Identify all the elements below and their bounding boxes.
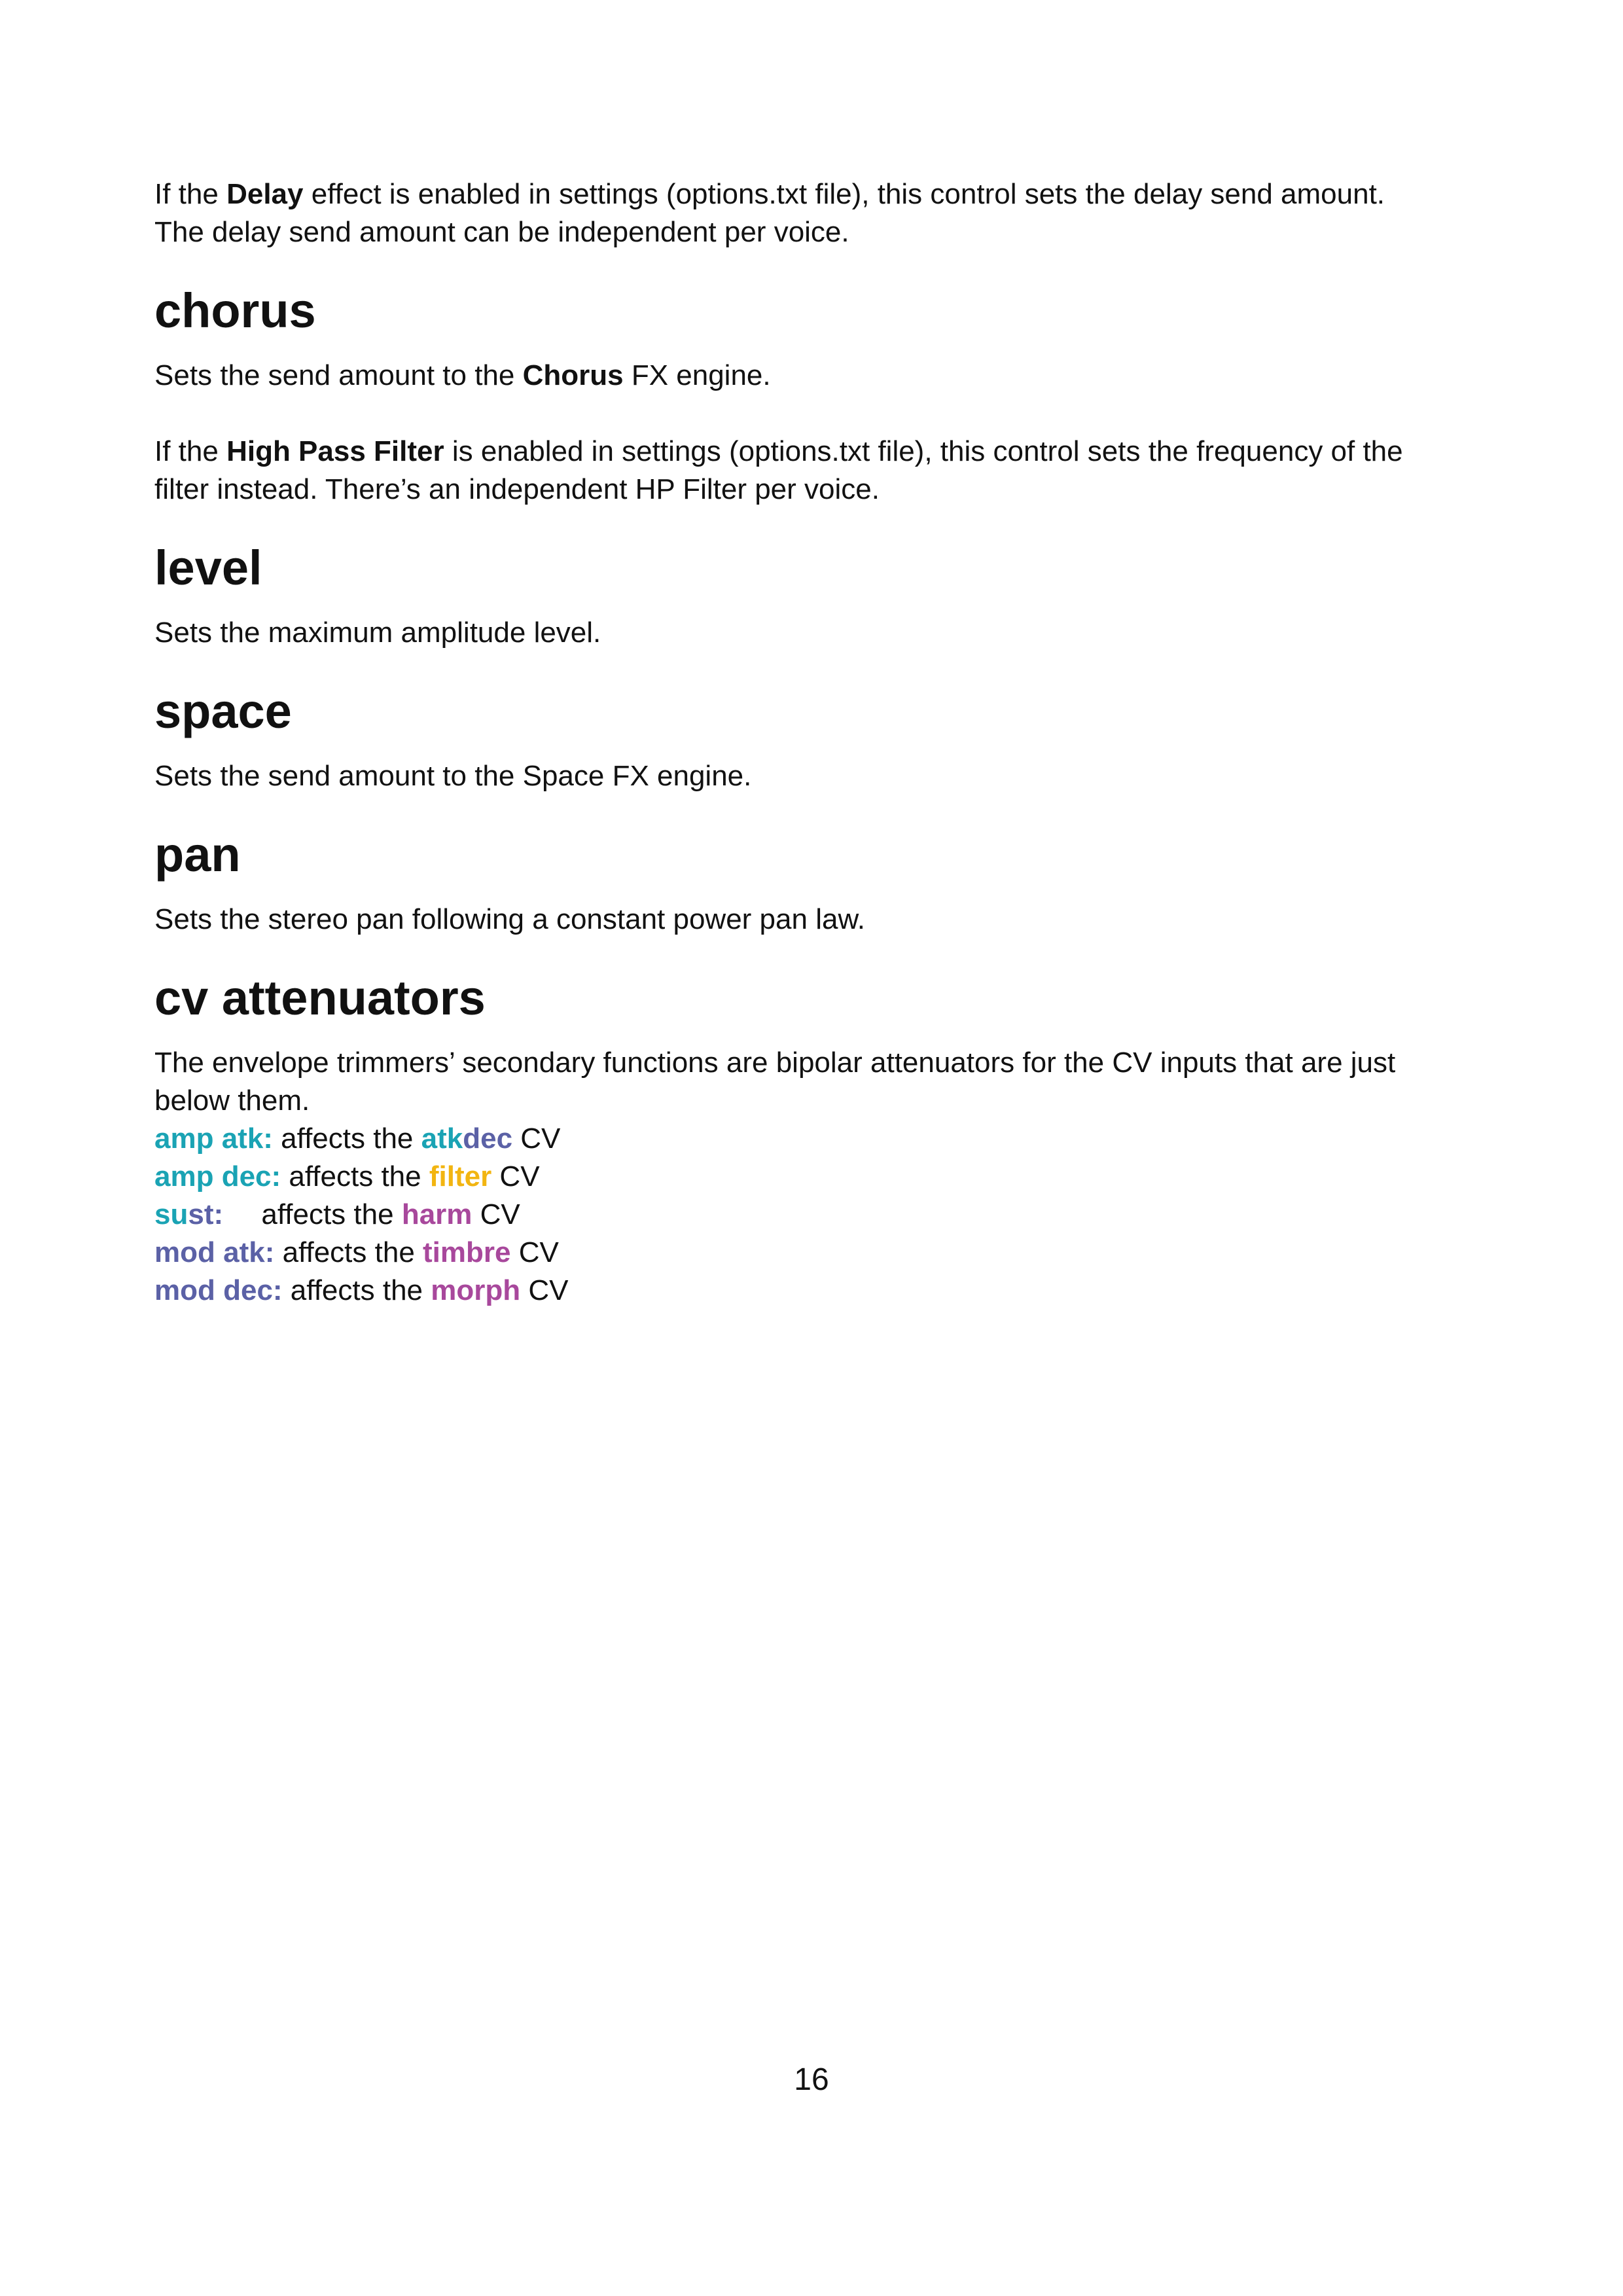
cv-item-label: mod atk: xyxy=(154,1236,275,1269)
cv-item-mod-atk xyxy=(154,1234,1470,1272)
text: affects the xyxy=(253,1198,402,1231)
heading-cv-attenuators: cv attenuators xyxy=(154,971,486,1026)
cv-item-label: amp atk: xyxy=(154,1122,273,1155)
heading-chorus: chorus xyxy=(154,283,316,338)
text: The delay send amount can be independent per voice. xyxy=(154,216,849,248)
cv-item-amp-dec xyxy=(154,1158,1470,1196)
page-number: 16 xyxy=(794,2062,829,2097)
delay-paragraph xyxy=(154,175,1470,251)
heading-level: level xyxy=(154,541,262,596)
cv-target-harm: harm xyxy=(401,1198,473,1231)
level-paragraph: Sets the maximum amplitude level. xyxy=(154,617,601,649)
cv-item-label: su xyxy=(154,1198,188,1231)
cv-target-filter: filter xyxy=(429,1160,492,1193)
cv-item-label: amp dec: xyxy=(154,1160,281,1193)
chorus-term: Chorus xyxy=(522,359,624,392)
cv-target-timbre: timbre xyxy=(423,1236,511,1269)
text: CV xyxy=(472,1198,520,1231)
text: below them. xyxy=(154,1085,310,1117)
cv-item-label: mod dec: xyxy=(154,1274,283,1307)
text: affects the xyxy=(274,1236,423,1269)
text: CV xyxy=(510,1236,559,1269)
pan-paragraph: Sets the stereo pan following a constant power pan law. xyxy=(154,903,866,936)
heading-pan: pan xyxy=(154,827,241,882)
cv-target-morph: morph xyxy=(431,1274,521,1307)
document-body xyxy=(154,175,1470,1310)
text: affects the xyxy=(282,1274,431,1307)
text: CV xyxy=(491,1160,540,1193)
cv-item-label: st: xyxy=(188,1198,224,1231)
cv-item-amp-atk xyxy=(154,1120,1470,1158)
text: affects the xyxy=(281,1160,429,1193)
text: is enabled in settings (options.txt file), this control sets the frequency of the xyxy=(444,435,1403,468)
text: CV xyxy=(512,1122,561,1155)
text: filter instead. There’s an independent HP Filter per voice. xyxy=(154,473,880,506)
chorus-paragraph-1 xyxy=(154,357,1470,395)
cv-target-atk: atk xyxy=(421,1122,463,1155)
text: affects the xyxy=(272,1122,421,1155)
text: The envelope trimmers’ secondary functions are bipolar attenuators for the CV inputs that are just xyxy=(154,1047,1396,1079)
text: CV xyxy=(520,1274,569,1307)
space-paragraph: Sets the send amount to the Space FX engine. xyxy=(154,760,752,793)
heading-space: space xyxy=(154,684,292,739)
text: Sets the send amount to the xyxy=(154,359,523,392)
text: FX engine. xyxy=(623,359,771,392)
cv-target-dec: dec xyxy=(463,1122,513,1155)
high-pass-filter-term: High Pass Filter xyxy=(226,435,444,468)
chorus-paragraph-2 xyxy=(154,433,1470,509)
delay-term: Delay xyxy=(226,178,304,210)
cv-item-mod-dec xyxy=(154,1272,1470,1310)
text: effect is enabled in settings (options.txt file), this control sets the delay send amount. xyxy=(303,178,1385,210)
cv-attenuators-intro xyxy=(154,1044,1470,1120)
text: If the xyxy=(154,435,227,468)
text: If the xyxy=(154,178,227,210)
cv-item-sust xyxy=(154,1196,1470,1234)
